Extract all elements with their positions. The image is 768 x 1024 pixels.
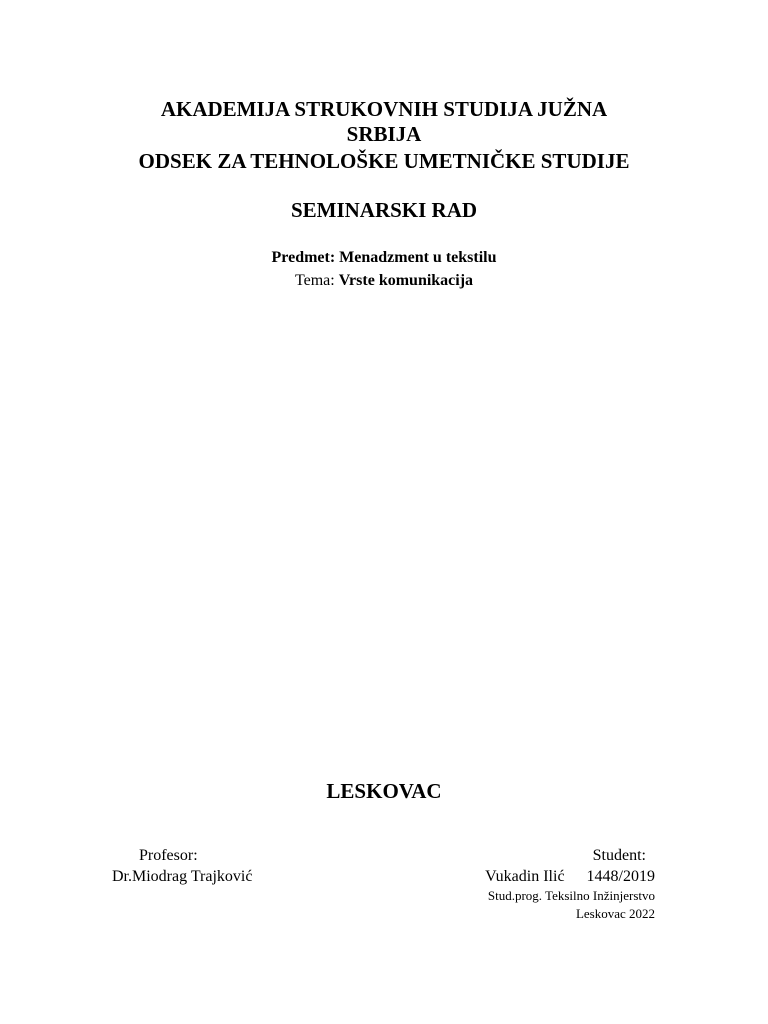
study-program: Stud.prog. Teksilno Inžinjerstvo [487, 888, 655, 903]
student-name: Vukadin Ilić [485, 868, 565, 885]
city-title: LESKOVAC [326, 779, 442, 803]
topic-label: Tema: [294, 272, 335, 289]
institution-line-2: SRBIJA [346, 122, 422, 146]
paper-type-title: SEMINARSKI RAD [290, 198, 478, 222]
professor-label: Profesor: [139, 847, 198, 864]
student-name-line [485, 867, 655, 887]
institution-line-1: AKADEMIJA STRUKOVNIH STUDIJA JUŽNA [160, 97, 608, 121]
student-label: Student: [592, 847, 646, 864]
topic-value: Vrste komunikacija [338, 272, 474, 289]
student-block [485, 846, 655, 923]
place-year: Leskovac 2022 [575, 906, 655, 921]
topic-line [0, 271, 768, 291]
professor-name: Dr.Miodrag Trajković [112, 868, 253, 885]
department-line: ODSEK ZA TEHNOLOŠKE UMETNIČKE STUDIJE [138, 149, 630, 173]
professor-block [112, 846, 252, 887]
student-index: 1448/2019 [586, 868, 655, 885]
subject-line: Predmet: Menadzment u tekstilu [271, 249, 497, 266]
